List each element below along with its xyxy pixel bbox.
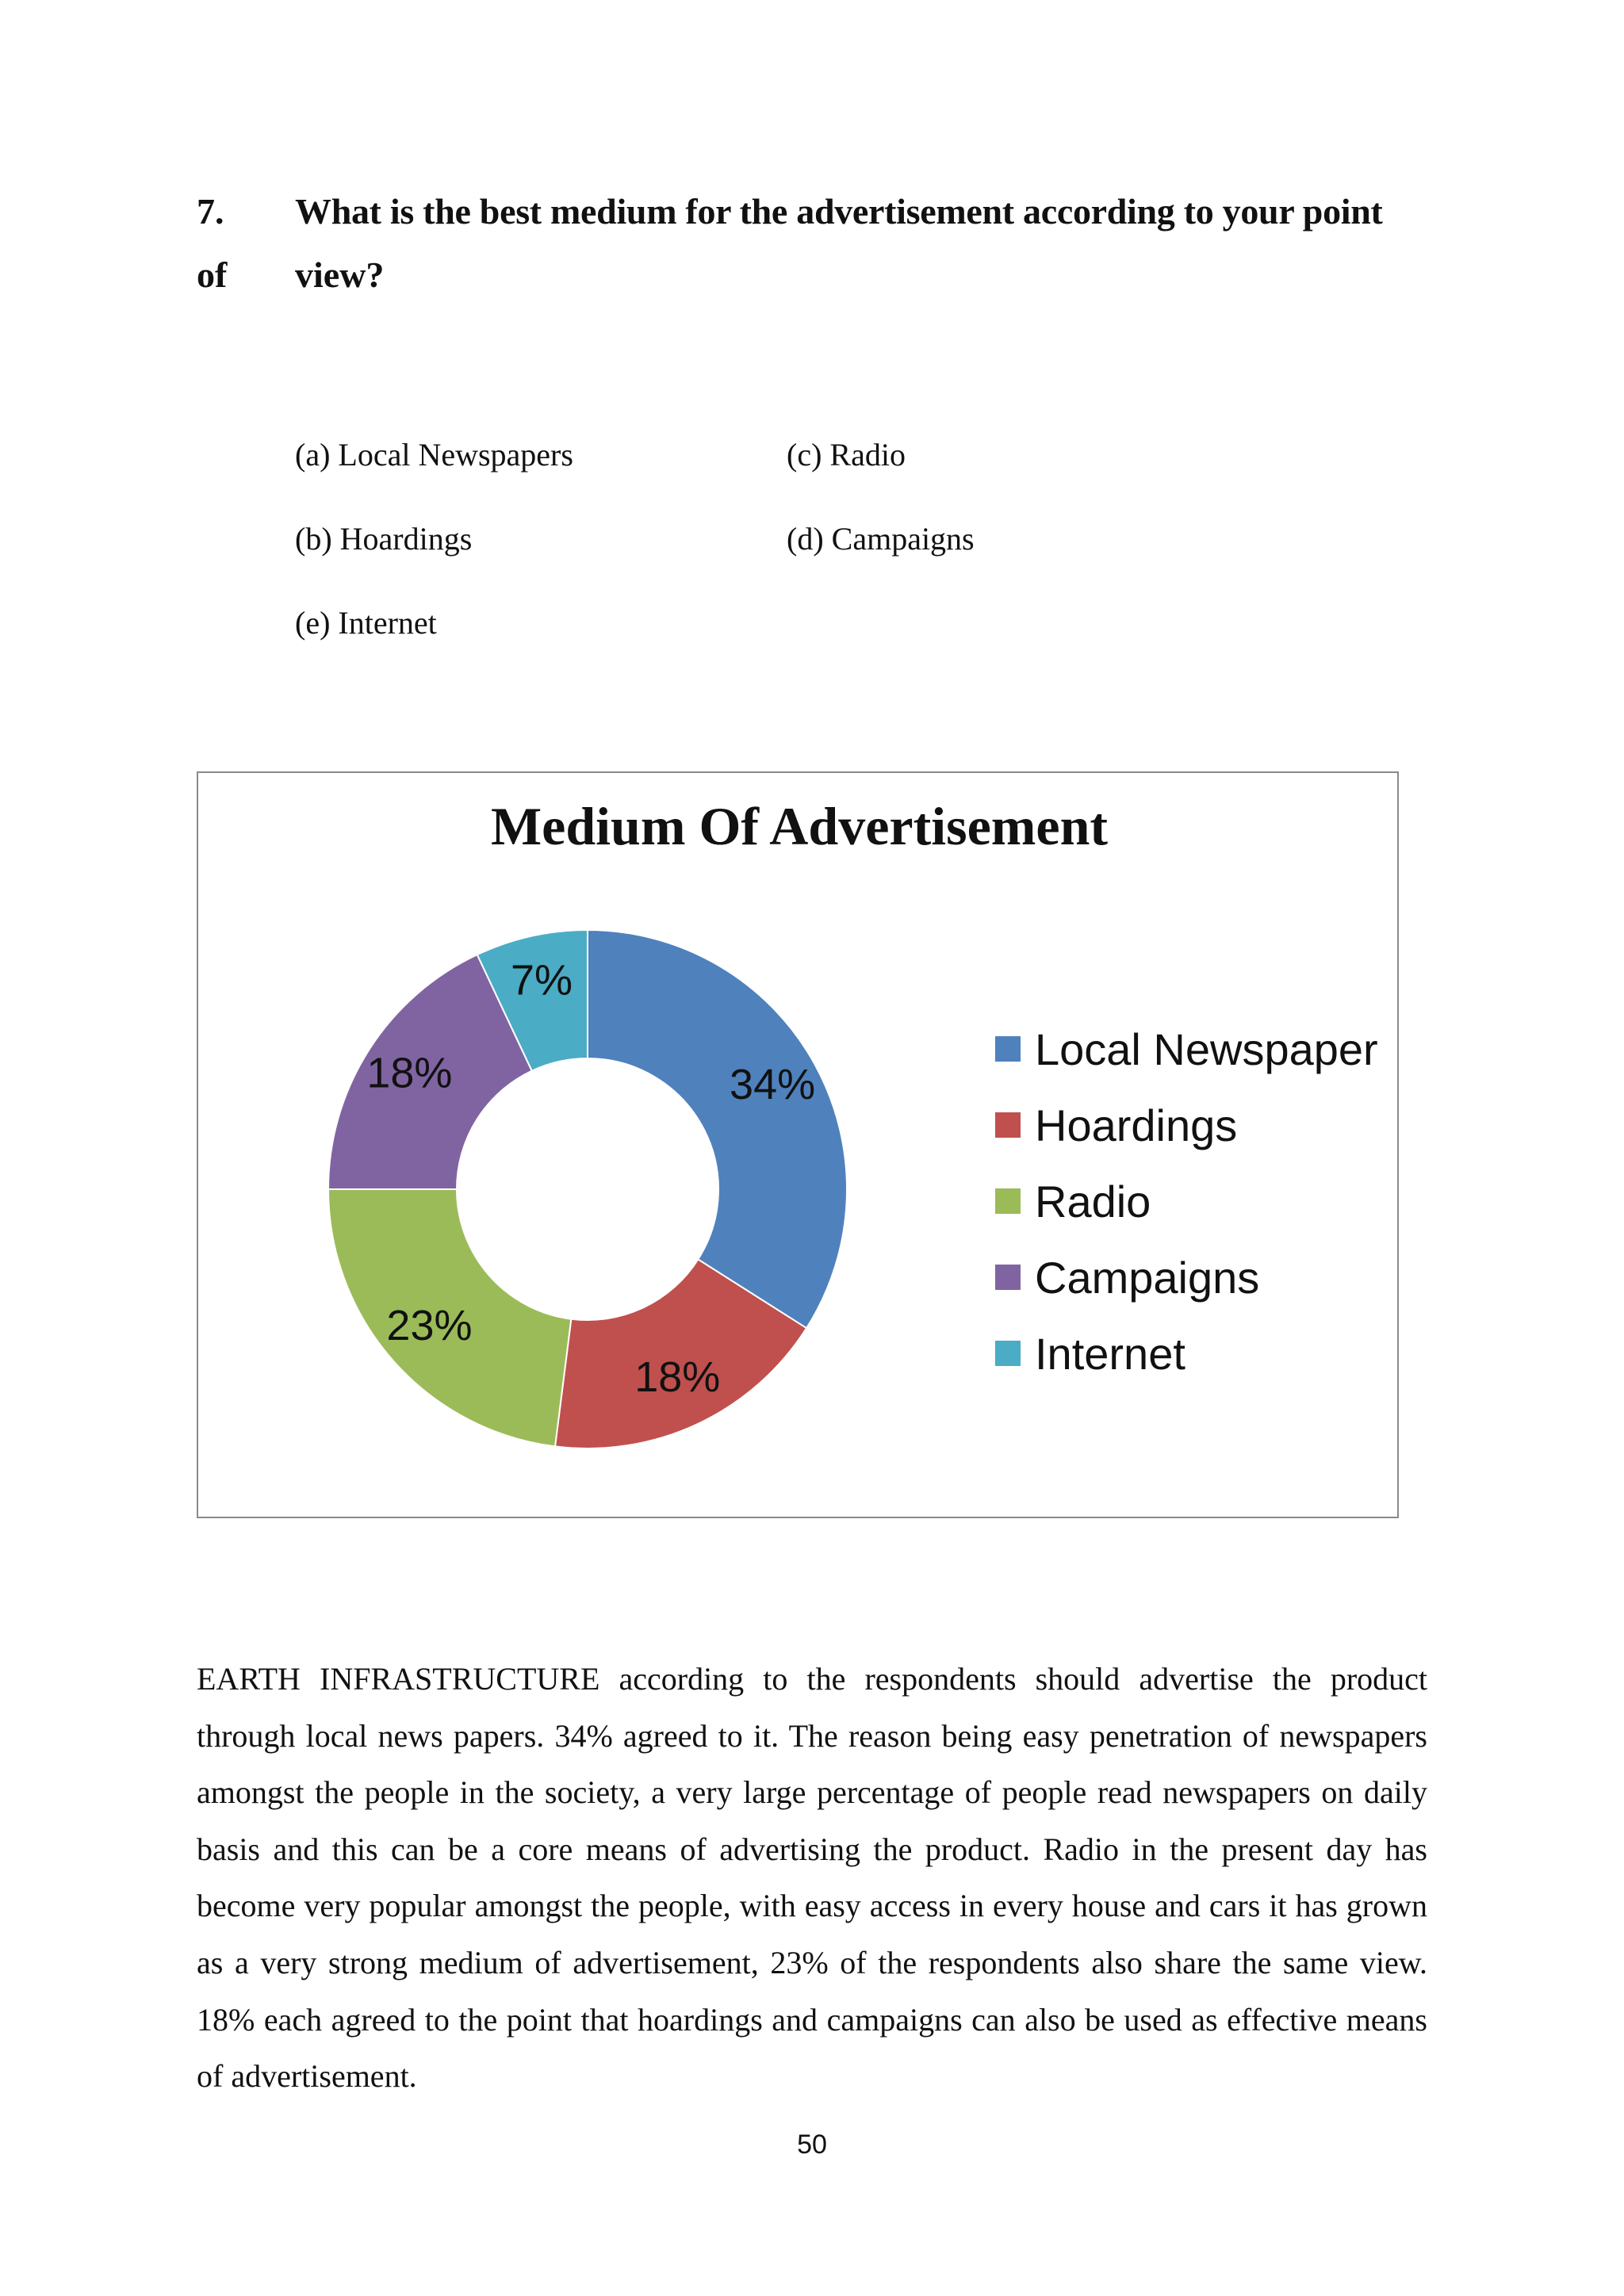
option-e: (e) Internet <box>295 605 437 641</box>
page-number: 50 <box>797 2130 827 2160</box>
legend-label: Hoardings <box>1035 1100 1238 1150</box>
data-label-radio: 23% <box>386 1302 473 1350</box>
chart-title: Medium Of Advertisement <box>490 796 1109 856</box>
legend-swatch <box>995 1265 1021 1290</box>
question-text-of: of <box>197 254 228 295</box>
body-paragraph: EARTH INFRASTRUCTURE according to the respondents should advertise the product through local news papers. 34% agreed to it. The reason being easy penetration of newspapers amongst the people in the society, a very large percentage of people read newspapers on daily basis and this can be a core means of advertising the product. Radio in the present day has become very popular amongst the people, with easy access in every house and cars it has grown as a very strong medium of advertisement, 23% of the respondents also share the same view. 18% each agreed to the point that hoardings and campaigns can also be used as effective means of advertisement. <box>197 1661 1427 2095</box>
data-label-internet: 7% <box>510 956 573 1004</box>
legend-label: Internet <box>1035 1328 1185 1379</box>
legend-label: Radio <box>1035 1176 1151 1226</box>
legend-swatch <box>995 1341 1021 1366</box>
question-number: 7. <box>197 191 224 232</box>
option-c: (c) Radio <box>787 437 906 473</box>
question-text-line-2: view? <box>295 254 385 295</box>
legend-label: Local Newspaper <box>1035 1024 1378 1074</box>
legend-item-hoardings <box>995 1087 1378 1163</box>
legend-swatch <box>995 1188 1021 1214</box>
legend-item-radio <box>995 1163 1378 1239</box>
data-label-hoardings: 18% <box>634 1353 721 1401</box>
legend-item-internet <box>995 1315 1378 1391</box>
legend-item-campaigns <box>995 1239 1378 1315</box>
data-label-campaigns: 18% <box>366 1049 453 1097</box>
option-b: (b) Hoardings <box>295 521 473 557</box>
legend-swatch <box>995 1112 1021 1138</box>
legend-item-local-newspaper <box>995 1011 1378 1087</box>
data-label-local-newspaper: 34% <box>730 1061 816 1109</box>
donut-slice-local-newspaper <box>588 930 847 1328</box>
chart-legend <box>995 1011 1378 1391</box>
question-text-line-1: What is the best medium for the advertisement according to your point <box>295 191 1383 232</box>
option-a: (a) Local Newspapers <box>295 437 573 473</box>
legend-swatch <box>995 1036 1021 1062</box>
chart-container <box>197 771 1399 1518</box>
option-d: (d) Campaigns <box>787 521 975 557</box>
legend-label: Campaigns <box>1035 1252 1260 1303</box>
